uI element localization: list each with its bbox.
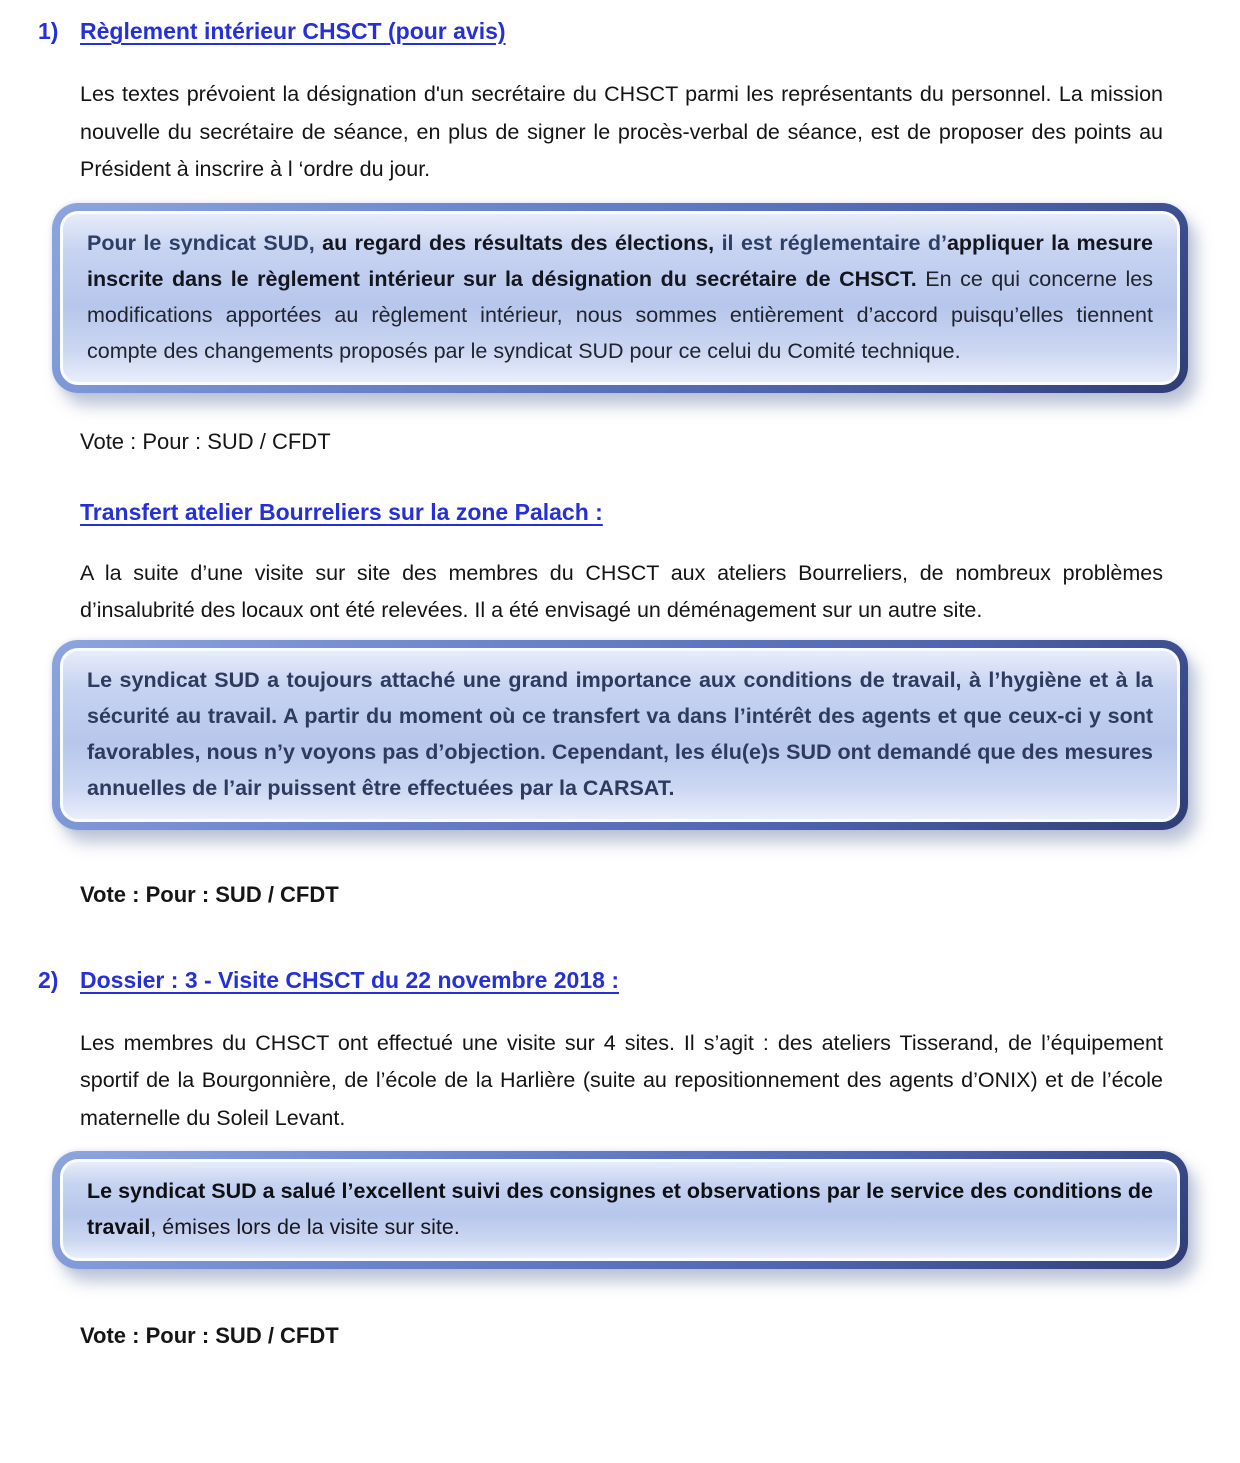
callout-box-3 — [52, 1151, 1188, 1269]
box3-segment-bold: Le syndicat SUD a salué l’excellent suivi des consignes et observations par le service des conditions de travail — [87, 1179, 1153, 1239]
section1-paragraph: Les textes prévoient la désignation d'un secrétaire du CHSCT parmi les représentants du personnel. La mission nouvelle du secrétaire de séance, en plus de signer le procès-verbal de séance, est de proposer des points au Président à inscrire à l ‘ordre du jour. — [80, 82, 1163, 181]
box1-segment-bold-1: au regard des résultats des élections, — [322, 230, 722, 255]
callout-box-2 — [52, 640, 1188, 830]
callout-box-3-text — [87, 1173, 1153, 1245]
callout-box-1-inner — [60, 211, 1180, 385]
callout-box-1-text — [87, 225, 1153, 369]
section1-heading — [38, 16, 1164, 46]
box1-segment-blue-1: Pour le syndicat SUD, — [87, 230, 323, 255]
callout-box-1 — [52, 203, 1188, 393]
vote-line-2: Vote : Pour : SUD / CFDT — [80, 881, 339, 907]
section1-number: 1) — [38, 18, 59, 44]
box1-segment-regular: En ce qui concerne les modifications apportées au règlement intérieur, nous sommes entièrement d’accord puisqu’elles tiennent compte des changements proposés par le syndicat SUD pour ce celui du Comité technique. — [87, 266, 1153, 363]
section2-paragraph: Les membres du CHSCT ont effectué une visite sur 4 sites. Il s’agit : des ateliers Tisserand, de l’équipement sportif de la Bourgonnière, de l’école de la Harlière (suite au repositionnement des agents d’ONIX) et de l’école maternelle du Soleil Levant. — [80, 1030, 1163, 1130]
vote-line-3: Vote : Pour : SUD / CFDT — [80, 1323, 339, 1348]
box3-segment-regular: , émises lors de la visite sur site. — [150, 1215, 460, 1239]
box1-segment-blue-2: il est réglementaire d’ — [721, 230, 947, 255]
callout-box-3-inner — [60, 1159, 1180, 1261]
section1-title: Règlement intérieur CHSCT (pour avis) — [80, 18, 506, 44]
callout-box-2-text: Le syndicat SUD a toujours attaché une grand importance aux conditions de travail, à l’hygiène et à la sécurité au travail. A partir du moment où ce transfert va dans l’intérêt des agents et que ceux-ci y sont favorables, nous n’y voyons pas d’objection. Cependant, les élu(e)s SUD ont demandé que des mesures annuelles de l’air puissent être effectuées par la CARSAT. — [87, 667, 1153, 800]
subsection-paragraph: A la suite d’une visite sur site des membres du CHSCT aux ateliers Bourreliers, de nombreux problèmes d’insalubrité des locaux ont été relevées. Il a été envisagé un déménagement sur un autre site. — [80, 560, 1163, 622]
section2-title: Dossier : 3 - Visite CHSCT du 22 novembre 2018 : — [80, 966, 619, 993]
box1-segment-bold-2: appliquer la mesure inscrite dans le règlement intérieur sur la désignation du secrétaire de CHSCT. — [87, 230, 1153, 291]
section2-number: 2) — [38, 966, 59, 993]
subsection-title: Transfert atelier Bourreliers sur la zone Palach : — [80, 498, 603, 525]
callout-box-2-inner — [60, 648, 1180, 822]
section2-heading — [38, 965, 1164, 995]
vote-line-1: Vote : Pour : SUD / CFDT — [80, 428, 331, 454]
